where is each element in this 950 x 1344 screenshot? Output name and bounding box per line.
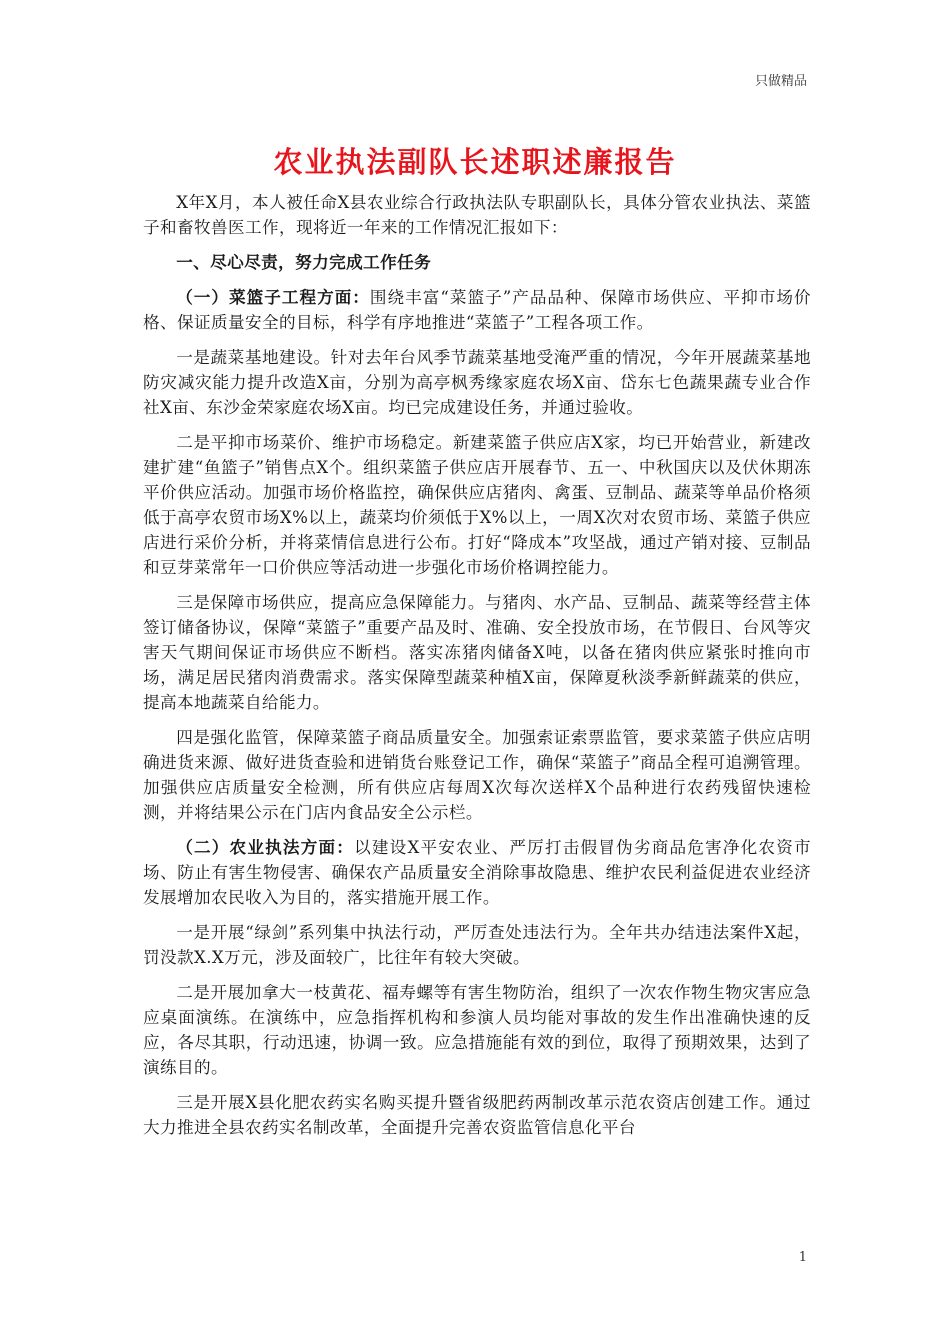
body-paragraph: 三是开展X县化肥农药实名购买提升暨省级肥药两制改革示范农资店创建工作。通过大力推进全县农药实名制改革，全面提升完善农资监管信息化平台	[143, 1093, 811, 1137]
body-paragraph: 四是强化监管，保障菜篮子商品质量安全。加强索证索票监管，要求菜篮子供应店明确进货来源、做好进货查验和进销货台账登记工作，确保“菜篮子”商品全程可追溯管理。加强供应店质量安全检测，所有供应店每周X次每次送样X个品种进行农药残留快速检测，并将结果公示在门店内食品安全公示栏。	[143, 728, 811, 822]
intro-paragraph: X年X月，本人被任命X县农业综合行政执法队专职副队长，具体分管农业执法、菜篮子和畜牧兽医工作，现将近一年来的工作情况汇报如下：	[143, 193, 811, 237]
body-paragraph: 一是蔬菜基地建设。针对去年台风季节蔬菜基地受淹严重的情况，今年开展蔬菜基地防灾减灾能力提升改造X亩，分别为高亭枫秀缘家庭农场X亩、岱东七色蔬果蔬专业合作社X亩、东沙金荣家庭农场X亩。均已完成建设任务，并通过验收。	[143, 348, 811, 417]
document-body	[143, 190, 811, 1150]
body-paragraph: 二是平抑市场菜价、维护市场稳定。新建菜篮子供应店X家，均已开始营业，新建改建扩建“鱼篮子”销售点X个。组织菜篮子供应店开展春节、五一、中秋国庆以及伏休期冻平价供应活动。加强市场价格监控，确保供应店猪肉、禽蛋、豆制品、蔬菜等单品价格须低于高亭农贸市场X%以上，蔬菜均价须低于X%以上，一周X次对农贸市场、菜篮子供应店进行采价分析，并将菜情信息进行公布。打好“降成本”攻坚战，通过产销对接、豆制品和豆芽菜常年一口价供应等活动进一步强化市场价格调控能力。	[143, 433, 811, 577]
document-title: 农业执法副队长述职述廉报告	[273, 145, 677, 179]
subsection-lead: （二）农业执法方面：	[176, 837, 355, 857]
subsection-paragraph	[143, 285, 811, 335]
subsection-paragraph	[143, 835, 811, 910]
body-paragraph: 一是开展“绿剑”系列集中执法行动，严厉查处违法行为。全年共办结违法案件X起，罚没款X.X万元，涉及面较广，比往年有较大突破。	[143, 923, 811, 967]
subsection-lead: （一）菜篮子工程方面：	[176, 287, 370, 307]
body-paragraph: 二是开展加拿大一枝黄花、福寿螺等有害生物防治，组织了一次农作物生物灾害应急应桌面演练。在演练中，应急指挥机构和参演人员均能对事故的发生作出准确快速的反应，各尽其职，行动迅速，协调一致。应急措施能有效的到位，取得了预期效果，达到了演练目的。	[143, 983, 811, 1077]
subsection-text: 以建设X平安农业、严厉打击假冒伪劣商品危害净化农资市场、防止有害生物侵害、确保农产品质量安全消除事故隐患、维护农民利益促进农业经济发展增加农民收入为目的，落实措施开展工作。	[143, 838, 811, 907]
page-number: 1	[798, 1250, 807, 1265]
header-note: 只做精品	[754, 74, 807, 89]
subsection-text: 围绕丰富“菜篮子”产品品种、保障市场供应、平抑市场价格、保证质量安全的目标，科学有序地推进“菜篮子”工程各项工作。	[143, 288, 811, 332]
section-heading: 一、尽心尽责，努力完成工作任务	[176, 252, 432, 272]
body-paragraph: 三是保障市场供应，提高应急保障能力。与猪肉、水产品、豆制品、蔬菜等经营主体签订储备协议，保障“菜篮子”重要产品及时、准确、安全投放市场，在节假日、台风等灾害天气期间保证市场供应不断档。落实冻猪肉储备X吨，以备在猪肉供应紧张时推向市场，满足居民猪肉消费需求。落实保障型蔬菜种植X亩，保障夏秋淡季新鲜蔬菜的供应，提高本地蔬菜自给能力。	[143, 593, 811, 712]
